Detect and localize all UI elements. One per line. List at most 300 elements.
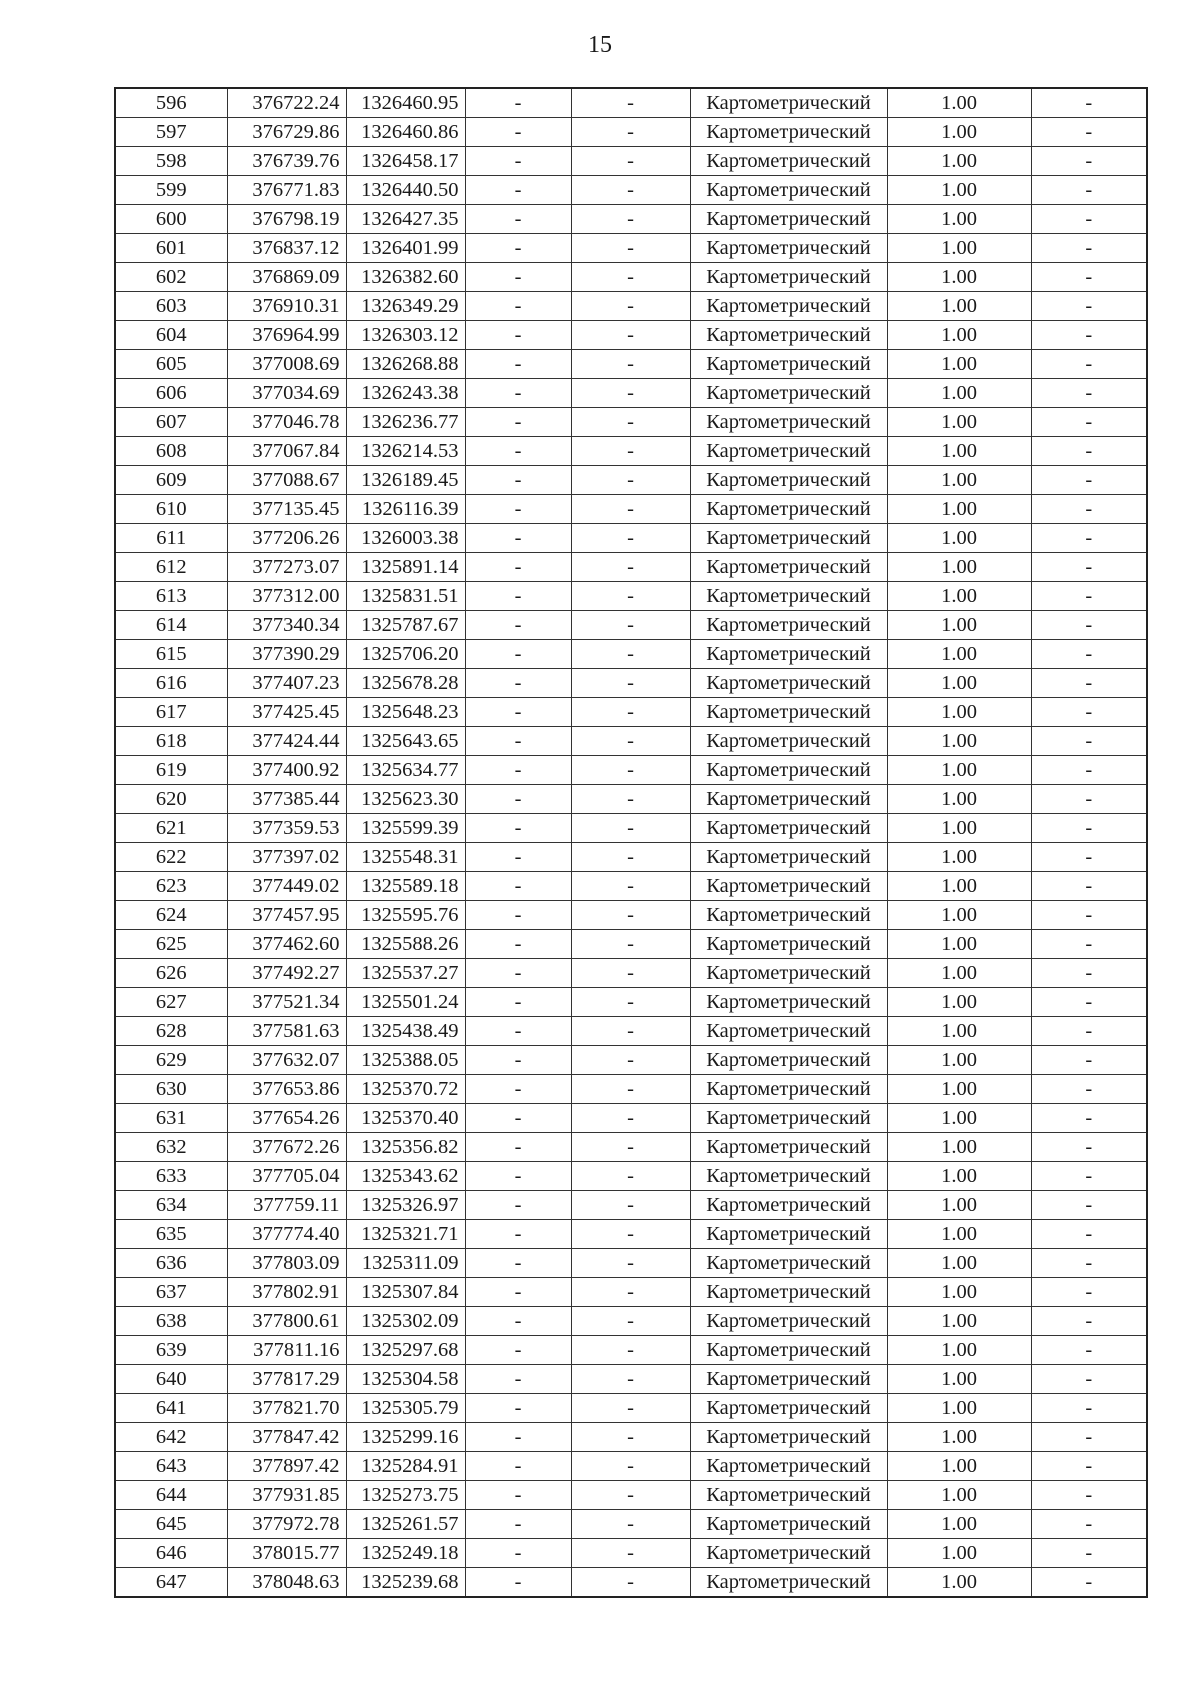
page-number: 15 [588,32,612,58]
x-coordinate-cell: 376964.99 [227,321,346,350]
y-coordinate-cell: 1325326.97 [346,1191,465,1220]
point-number-cell: 630 [115,1075,227,1104]
method-cell: Картометрический [690,930,887,959]
table-row [115,698,1147,727]
method-cell: Картометрический [690,1191,887,1220]
method-cell: Картометрический [690,466,887,495]
method-cell: Картометрический [690,640,887,669]
dash-cell: - [571,640,690,669]
method-cell: Картометрический [690,350,887,379]
method-cell: Картометрический [690,1046,887,1075]
table-row [115,785,1147,814]
dash-cell: - [571,843,690,872]
dash-cell: - [1031,959,1147,988]
table-row [115,321,1147,350]
accuracy-cell: 1.00 [887,698,1031,727]
method-cell: Картометрический [690,1365,887,1394]
method-cell: Картометрический [690,1307,887,1336]
dash-cell: - [571,321,690,350]
accuracy-cell: 1.00 [887,147,1031,176]
table-row [115,408,1147,437]
dash-cell: - [465,176,571,205]
point-number-cell: 612 [115,553,227,582]
dash-cell: - [571,524,690,553]
x-coordinate-cell: 377462.60 [227,930,346,959]
dash-cell: - [465,1249,571,1278]
y-coordinate-cell: 1325388.05 [346,1046,465,1075]
x-coordinate-cell: 377135.45 [227,495,346,524]
y-coordinate-cell: 1325299.16 [346,1423,465,1452]
accuracy-cell: 1.00 [887,437,1031,466]
dash-cell: - [571,785,690,814]
dash-cell: - [571,1539,690,1568]
y-coordinate-cell: 1325588.26 [346,930,465,959]
dash-cell: - [571,466,690,495]
method-cell: Картометрический [690,1452,887,1481]
table-row [115,611,1147,640]
point-number-cell: 601 [115,234,227,263]
method-cell: Картометрический [690,205,887,234]
table-row [115,959,1147,988]
x-coordinate-cell: 377581.63 [227,1017,346,1046]
x-coordinate-cell: 377400.92 [227,756,346,785]
method-cell: Картометрический [690,524,887,553]
point-number-cell: 642 [115,1423,227,1452]
accuracy-cell: 1.00 [887,524,1031,553]
accuracy-cell: 1.00 [887,1133,1031,1162]
accuracy-cell: 1.00 [887,88,1031,118]
point-number-cell: 607 [115,408,227,437]
point-number-cell: 606 [115,379,227,408]
dash-cell: - [571,1452,690,1481]
dash-cell: - [1031,1568,1147,1598]
x-coordinate-cell: 377088.67 [227,466,346,495]
dash-cell: - [465,1336,571,1365]
dash-cell: - [465,1423,571,1452]
x-coordinate-cell: 377449.02 [227,872,346,901]
table-row [115,1162,1147,1191]
table-row [115,466,1147,495]
dash-cell: - [1031,814,1147,843]
x-coordinate-cell: 377424.44 [227,727,346,756]
method-cell: Картометрический [690,1394,887,1423]
method-cell: Картометрический [690,582,887,611]
x-coordinate-cell: 377046.78 [227,408,346,437]
point-number-cell: 635 [115,1220,227,1249]
method-cell: Картометрический [690,872,887,901]
y-coordinate-cell: 1325261.57 [346,1510,465,1539]
dash-cell: - [465,292,571,321]
x-coordinate-cell: 377811.16 [227,1336,346,1365]
dash-cell: - [571,205,690,234]
dash-cell: - [1031,553,1147,582]
dash-cell: - [465,640,571,669]
dash-cell: - [1031,1336,1147,1365]
y-coordinate-cell: 1326460.95 [346,88,465,118]
y-coordinate-cell: 1325356.82 [346,1133,465,1162]
method-cell: Картометрический [690,1539,887,1568]
point-number-cell: 647 [115,1568,227,1598]
x-coordinate-cell: 377897.42 [227,1452,346,1481]
method-cell: Картометрический [690,1481,887,1510]
accuracy-cell: 1.00 [887,611,1031,640]
y-coordinate-cell: 1325548.31 [346,843,465,872]
point-number-cell: 610 [115,495,227,524]
method-cell: Картометрический [690,901,887,930]
method-cell: Картометрический [690,1017,887,1046]
dash-cell: - [1031,1075,1147,1104]
table-row [115,582,1147,611]
dash-cell: - [571,1220,690,1249]
y-coordinate-cell: 1326003.38 [346,524,465,553]
accuracy-cell: 1.00 [887,930,1031,959]
dash-cell: - [571,1191,690,1220]
table-row [115,1104,1147,1133]
x-coordinate-cell: 377397.02 [227,843,346,872]
table-row [115,1249,1147,1278]
point-number-cell: 625 [115,930,227,959]
dash-cell: - [571,872,690,901]
accuracy-cell: 1.00 [887,495,1031,524]
point-number-cell: 619 [115,756,227,785]
dash-cell: - [1031,611,1147,640]
dash-cell: - [465,988,571,1017]
y-coordinate-cell: 1325599.39 [346,814,465,843]
dash-cell: - [465,118,571,147]
dash-cell: - [1031,988,1147,1017]
method-cell: Картометрический [690,785,887,814]
method-cell: Картометрический [690,234,887,263]
accuracy-cell: 1.00 [887,118,1031,147]
dash-cell: - [1031,1104,1147,1133]
dash-cell: - [465,1568,571,1598]
dash-cell: - [465,495,571,524]
point-number-cell: 627 [115,988,227,1017]
dash-cell: - [465,582,571,611]
table-row [115,118,1147,147]
dash-cell: - [571,292,690,321]
y-coordinate-cell: 1325706.20 [346,640,465,669]
x-coordinate-cell: 377632.07 [227,1046,346,1075]
dash-cell: - [1031,147,1147,176]
method-cell: Картометрический [690,959,887,988]
method-cell: Картометрический [690,1568,887,1598]
table-row [115,1278,1147,1307]
table-row [115,930,1147,959]
table-row [115,1307,1147,1336]
method-cell: Картометрический [690,553,887,582]
method-cell: Картометрический [690,147,887,176]
x-coordinate-cell: 377817.29 [227,1365,346,1394]
y-coordinate-cell: 1325787.67 [346,611,465,640]
dash-cell: - [465,1162,571,1191]
dash-cell: - [1031,785,1147,814]
point-number-cell: 639 [115,1336,227,1365]
x-coordinate-cell: 377390.29 [227,640,346,669]
table-row [115,872,1147,901]
table-row [115,1423,1147,1452]
dash-cell: - [571,234,690,263]
dash-cell: - [1031,872,1147,901]
dash-cell: - [1031,263,1147,292]
dash-cell: - [1031,205,1147,234]
y-coordinate-cell: 1326349.29 [346,292,465,321]
x-coordinate-cell: 377492.27 [227,959,346,988]
dash-cell: - [465,756,571,785]
method-cell: Картометрический [690,379,887,408]
x-coordinate-cell: 378015.77 [227,1539,346,1568]
method-cell: Картометрический [690,814,887,843]
dash-cell: - [465,1075,571,1104]
dash-cell: - [465,205,571,234]
x-coordinate-cell: 376739.76 [227,147,346,176]
y-coordinate-cell: 1325595.76 [346,901,465,930]
dash-cell: - [571,1336,690,1365]
method-cell: Картометрический [690,669,887,698]
y-coordinate-cell: 1326116.39 [346,495,465,524]
point-number-cell: 623 [115,872,227,901]
dash-cell: - [571,1481,690,1510]
point-number-cell: 609 [115,466,227,495]
point-number-cell: 618 [115,727,227,756]
dash-cell: - [571,698,690,727]
dash-cell: - [1031,88,1147,118]
dash-cell: - [571,118,690,147]
dash-cell: - [571,147,690,176]
accuracy-cell: 1.00 [887,350,1031,379]
dash-cell: - [571,350,690,379]
point-number-cell: 636 [115,1249,227,1278]
point-number-cell: 638 [115,1307,227,1336]
accuracy-cell: 1.00 [887,292,1031,321]
dash-cell: - [571,495,690,524]
method-cell: Картометрический [690,611,887,640]
x-coordinate-cell: 377654.26 [227,1104,346,1133]
dash-cell: - [465,843,571,872]
y-coordinate-cell: 1325648.23 [346,698,465,727]
dash-cell: - [571,1104,690,1133]
coordinates-table-body [115,88,1147,1597]
method-cell: Картометрический [690,321,887,350]
point-number-cell: 637 [115,1278,227,1307]
x-coordinate-cell: 376869.09 [227,263,346,292]
accuracy-cell: 1.00 [887,1191,1031,1220]
method-cell: Картометрический [690,263,887,292]
dash-cell: - [571,1423,690,1452]
table-row [115,814,1147,843]
accuracy-cell: 1.00 [887,669,1031,698]
dash-cell: - [465,1394,571,1423]
dash-cell: - [571,1510,690,1539]
table-row [115,88,1147,118]
method-cell: Картометрический [690,1104,887,1133]
table-row [115,1365,1147,1394]
dash-cell: - [571,901,690,930]
method-cell: Картометрический [690,1336,887,1365]
point-number-cell: 608 [115,437,227,466]
point-number-cell: 646 [115,1539,227,1568]
accuracy-cell: 1.00 [887,321,1031,350]
y-coordinate-cell: 1325537.27 [346,959,465,988]
dash-cell: - [1031,1394,1147,1423]
dash-cell: - [571,1162,690,1191]
accuracy-cell: 1.00 [887,379,1031,408]
table-row [115,205,1147,234]
table-row [115,1075,1147,1104]
dash-cell: - [1031,1481,1147,1510]
point-number-cell: 596 [115,88,227,118]
y-coordinate-cell: 1325343.62 [346,1162,465,1191]
point-number-cell: 617 [115,698,227,727]
dash-cell: - [571,959,690,988]
y-coordinate-cell: 1325304.58 [346,1365,465,1394]
dash-cell: - [1031,1452,1147,1481]
dash-cell: - [1031,524,1147,553]
dash-cell: - [571,611,690,640]
dash-cell: - [1031,1017,1147,1046]
accuracy-cell: 1.00 [887,408,1031,437]
method-cell: Картометрический [690,408,887,437]
table-row [115,1481,1147,1510]
accuracy-cell: 1.00 [887,727,1031,756]
x-coordinate-cell: 376771.83 [227,176,346,205]
dash-cell: - [1031,1423,1147,1452]
dash-cell: - [1031,321,1147,350]
x-coordinate-cell: 377034.69 [227,379,346,408]
dash-cell: - [1031,1162,1147,1191]
x-coordinate-cell: 377653.86 [227,1075,346,1104]
accuracy-cell: 1.00 [887,1162,1031,1191]
y-coordinate-cell: 1325643.65 [346,727,465,756]
dash-cell: - [465,147,571,176]
dash-cell: - [465,1017,571,1046]
dash-cell: - [1031,495,1147,524]
point-number-cell: 611 [115,524,227,553]
dash-cell: - [1031,640,1147,669]
accuracy-cell: 1.00 [887,872,1031,901]
dash-cell: - [465,263,571,292]
dash-cell: - [465,727,571,756]
x-coordinate-cell: 377759.11 [227,1191,346,1220]
dash-cell: - [465,408,571,437]
dash-cell: - [571,1365,690,1394]
accuracy-cell: 1.00 [887,1568,1031,1598]
table-row [115,843,1147,872]
method-cell: Картометрический [690,1249,887,1278]
point-number-cell: 603 [115,292,227,321]
dash-cell: - [465,872,571,901]
dash-cell: - [1031,1191,1147,1220]
x-coordinate-cell: 377672.26 [227,1133,346,1162]
accuracy-cell: 1.00 [887,1249,1031,1278]
dash-cell: - [1031,234,1147,263]
y-coordinate-cell: 1325273.75 [346,1481,465,1510]
dash-cell: - [465,524,571,553]
dash-cell: - [465,1104,571,1133]
accuracy-cell: 1.00 [887,1510,1031,1539]
dash-cell: - [571,1568,690,1598]
accuracy-cell: 1.00 [887,640,1031,669]
point-number-cell: 597 [115,118,227,147]
accuracy-cell: 1.00 [887,1220,1031,1249]
table-row [115,176,1147,205]
dash-cell: - [1031,1365,1147,1394]
dash-cell: - [1031,1046,1147,1075]
dash-cell: - [465,321,571,350]
dash-cell: - [465,1220,571,1249]
dash-cell: - [465,466,571,495]
y-coordinate-cell: 1326458.17 [346,147,465,176]
point-number-cell: 598 [115,147,227,176]
point-number-cell: 621 [115,814,227,843]
y-coordinate-cell: 1326236.77 [346,408,465,437]
dash-cell: - [571,1046,690,1075]
point-number-cell: 643 [115,1452,227,1481]
table-row [115,727,1147,756]
table-row [115,263,1147,292]
accuracy-cell: 1.00 [887,234,1031,263]
x-coordinate-cell: 377774.40 [227,1220,346,1249]
x-coordinate-cell: 376837.12 [227,234,346,263]
dash-cell: - [571,263,690,292]
point-number-cell: 644 [115,1481,227,1510]
x-coordinate-cell: 376729.86 [227,118,346,147]
table-row [115,669,1147,698]
y-coordinate-cell: 1326460.86 [346,118,465,147]
method-cell: Картометрический [690,88,887,118]
x-coordinate-cell: 377803.09 [227,1249,346,1278]
point-number-cell: 634 [115,1191,227,1220]
x-coordinate-cell: 377931.85 [227,1481,346,1510]
dash-cell: - [1031,1220,1147,1249]
table-row [115,988,1147,1017]
x-coordinate-cell: 377425.45 [227,698,346,727]
y-coordinate-cell: 1325321.71 [346,1220,465,1249]
x-coordinate-cell: 377359.53 [227,814,346,843]
x-coordinate-cell: 376910.31 [227,292,346,321]
method-cell: Картометрический [690,1162,887,1191]
accuracy-cell: 1.00 [887,466,1031,495]
dash-cell: - [571,1133,690,1162]
x-coordinate-cell: 377847.42 [227,1423,346,1452]
accuracy-cell: 1.00 [887,756,1031,785]
accuracy-cell: 1.00 [887,1046,1031,1075]
x-coordinate-cell: 377407.23 [227,669,346,698]
dash-cell: - [465,1307,571,1336]
x-coordinate-cell: 377312.00 [227,582,346,611]
table-row [115,1046,1147,1075]
method-cell: Картометрический [690,1075,887,1104]
dash-cell: - [465,88,571,118]
method-cell: Картометрический [690,727,887,756]
table-row [115,1133,1147,1162]
method-cell: Картометрический [690,437,887,466]
table-row [115,1510,1147,1539]
method-cell: Картометрический [690,495,887,524]
y-coordinate-cell: 1326214.53 [346,437,465,466]
point-number-cell: 641 [115,1394,227,1423]
y-coordinate-cell: 1325370.72 [346,1075,465,1104]
point-number-cell: 626 [115,959,227,988]
accuracy-cell: 1.00 [887,1336,1031,1365]
dash-cell: - [465,1191,571,1220]
dash-cell: - [465,901,571,930]
dash-cell: - [571,669,690,698]
method-cell: Картометрический [690,1423,887,1452]
dash-cell: - [1031,379,1147,408]
accuracy-cell: 1.00 [887,1394,1031,1423]
table-row [115,524,1147,553]
